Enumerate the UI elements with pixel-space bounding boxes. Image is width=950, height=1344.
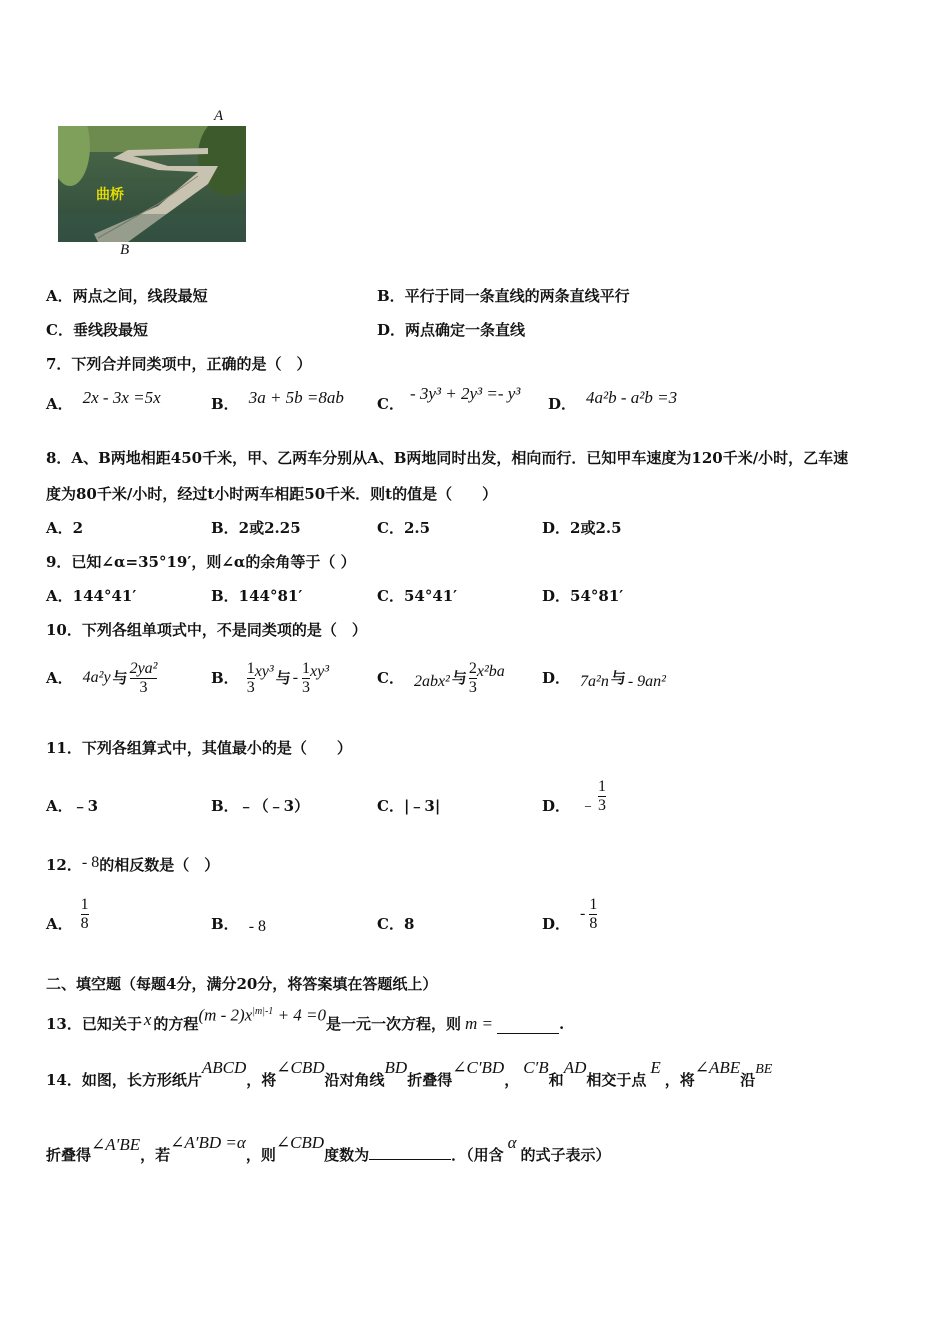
q8-stem-line1: 8．A、B两地相距450千米，甲、乙两车分别从A、B两地同时出发，相向而行．已知甲车速度为120千米/小时，乙车速 [46, 449, 849, 467]
section-2-title: 二、填空题（每题4分，满分20分，将答案填在答题纸上） [46, 975, 438, 993]
q10-option-d: D． 7a²n 与 - 9an² [542, 669, 666, 690]
q9-option-c: C．54°41′ [377, 587, 458, 605]
q6-option-d: D．两点确定一条直线 [377, 321, 526, 339]
q9-option-d: D．54°81′ [542, 587, 624, 605]
q11-option-d: D． ﹣ $\frac{1}{3}$ [542, 777, 607, 815]
q9-option-b: B．144°81′ [211, 587, 303, 605]
q10-option-a: A． 4a²y 与 $\frac{\text{2ya²}}{3}$ [46, 659, 158, 696]
q8-option-c: C．2.5 [377, 519, 431, 537]
q7-b-expr: 3a + 5b =8ab [248, 388, 344, 407]
q7-option-d: D． 4a²b - a²b =3 [548, 388, 678, 413]
figure-label-a: A [214, 108, 224, 124]
q13: 13．已知关于 x 的方程 $(m - 2)x^{|m|-1} + 4 =0$ 是一元一次方程，则 m = . [46, 1010, 564, 1034]
q12-option-b: B． - 8 [211, 915, 267, 935]
q7-stem: 7．下列合并同类项中，正确的是（ ） [46, 355, 312, 373]
q6-option-c: C．垂线段最短 [46, 321, 148, 339]
bridge-photo [58, 126, 246, 242]
bridge-figure [56, 108, 252, 260]
q6-option-a: A．两点之间，线段最短 [46, 287, 208, 305]
q11-stem: 11．下列各组算式中，其值最小的是（ ） [46, 739, 352, 757]
q10-option-c: C． 2abx² 与 $\frac{2}{3}$ x²ba [377, 659, 505, 696]
q8-option-b: B．2或2.25 [211, 519, 301, 537]
q9-option-a: A．144°41′ [46, 587, 137, 605]
q11-option-a: A．﹣3 [46, 797, 99, 815]
q7-option-a: A． 2x - 3x =5x [46, 388, 161, 413]
q7-option-b: B． 3a + 5b =8ab [211, 388, 344, 413]
q13-answer-blank[interactable] [497, 1019, 559, 1034]
q7-d-expr: 4a²b - a²b =3 [586, 388, 678, 407]
q11-option-c: C．|﹣3| [377, 797, 441, 815]
q8-option-d: D．2或2.5 [542, 519, 622, 537]
q6-option-b: B．平行于同一条直线的两条直线平行 [377, 287, 630, 305]
figure-caption: 曲桥 [96, 187, 124, 203]
q14-answer-blank[interactable] [369, 1145, 451, 1160]
q8-stem-line2: 度为80千米/小时，经过t小时两车相距50千米．则t的值是（ ） [46, 485, 498, 503]
q14-line1: 14．如图，长方形纸片ABCD，将∠CBD沿对角线BD折叠得∠C′BD，C′B和AD相交于点E，将∠ABE沿BE [46, 1058, 773, 1089]
q12-option-d: D． - $\frac{1}{8}$ [542, 895, 598, 933]
q10-option-b: B． $\frac{1}{3}$ xy³ 与 - $\frac{1}{3}$ xy³ [211, 659, 330, 696]
q12-stem: 12．- 8的相反数是（ ） [46, 854, 220, 874]
q13-equation: $(m - 2)x^{|m|-1} + 4 =0$ [198, 1005, 327, 1025]
q9-stem: 9．已知∠α=35°19′，则∠α的余角等于（ ） [46, 553, 356, 571]
q12-option-a: A． $\frac{1}{8}$ [46, 895, 89, 933]
figure-label-b: B [120, 242, 130, 258]
q10-stem: 10．下列各组单项式中，不是同类项的是（ ） [46, 621, 367, 639]
q7-a-expr: 2x - 3x =5x [82, 388, 161, 407]
q14-line2: 折叠得∠A′BE，若∠A′BD =α，则∠CBD度数为 ．（用含α的式子表示） [46, 1133, 611, 1164]
q8-option-a: A．2 [46, 519, 84, 537]
q11-option-b: B．﹣（﹣3） [211, 797, 310, 815]
q12-option-c: C．8 [377, 915, 415, 933]
q7-option-c: C．- 3y³ + 2y³ =- y³ [377, 384, 521, 413]
q7-c-expr: - 3y³ + 2y³ =- y³ [409, 384, 521, 403]
